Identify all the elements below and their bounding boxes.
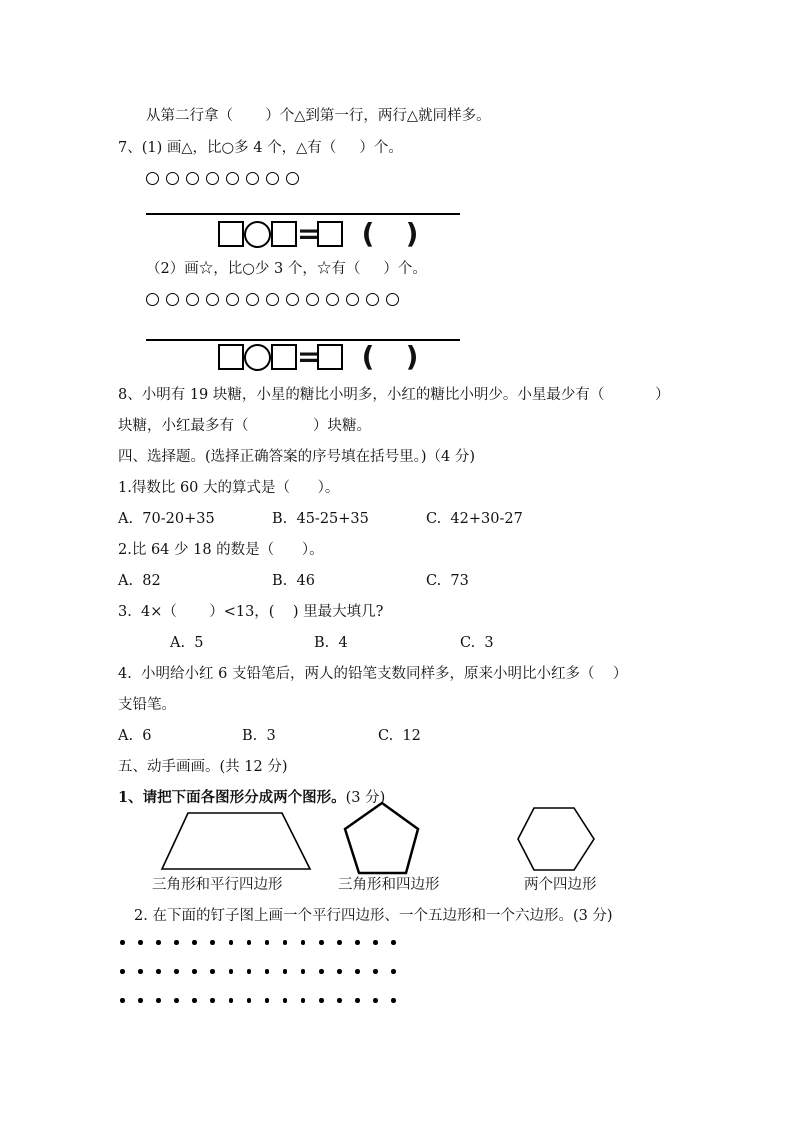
equation-box[interactable]	[218, 344, 244, 370]
s4-q4-option-c[interactable]: C. 12	[378, 728, 421, 744]
nail-dot[interactable]	[156, 969, 161, 974]
s4-q2-option-b[interactable]: B. 46	[272, 573, 315, 589]
circle-mark	[226, 172, 239, 185]
nail-dot[interactable]	[373, 940, 378, 945]
shape-label-hexagon: 两个四边形	[524, 877, 597, 893]
nail-dot[interactable]	[210, 940, 215, 945]
section5-title: 五、动手画画。(共 12 分)	[118, 759, 288, 775]
equation-box[interactable]	[218, 221, 244, 247]
nail-dot[interactable]	[337, 969, 342, 974]
paren-right: )	[405, 217, 419, 250]
nail-dot[interactable]	[391, 998, 396, 1003]
dot-row	[120, 969, 396, 974]
s4-q2-option-c[interactable]: C. 73	[426, 573, 469, 589]
equation-box[interactable]	[271, 344, 297, 370]
nail-dot[interactable]	[156, 940, 161, 945]
q6-tail-line: 从第二行拿（ ）个△到第一行，两行△就同样多。	[146, 108, 491, 124]
s4-q4-option-a[interactable]: A. 6	[118, 728, 152, 744]
s4-q4-stem-line1: 4. 小明给小红 6 支铅笔后，两人的铅笔支数同样多，原来小明比小红多（ ）	[118, 666, 628, 682]
nail-dot[interactable]	[373, 998, 378, 1003]
circle-mark	[266, 293, 279, 306]
equals-sign: =	[297, 340, 321, 373]
nail-dot[interactable]	[120, 998, 125, 1003]
nail-dot[interactable]	[192, 969, 197, 974]
nail-dot[interactable]	[319, 940, 324, 945]
nail-dot[interactable]	[319, 998, 324, 1003]
circle-mark	[386, 293, 399, 306]
nail-dot[interactable]	[355, 969, 360, 974]
circle-mark	[206, 293, 219, 306]
circle-mark	[326, 293, 339, 306]
paren-left: (	[361, 340, 375, 373]
nail-dot[interactable]	[120, 969, 125, 974]
s4-q4-stem-line2: 支铅笔。	[118, 697, 176, 713]
s4-q1-option-b[interactable]: B. 45-25+35	[272, 511, 369, 527]
s4-q3-option-a[interactable]: A. 5	[170, 635, 204, 651]
circle-mark	[166, 293, 179, 306]
nail-dot[interactable]	[265, 969, 270, 974]
s4-q2-option-a[interactable]: A. 82	[118, 573, 161, 589]
equation-box[interactable]	[271, 221, 297, 247]
nail-dot[interactable]	[210, 998, 215, 1003]
nail-dot[interactable]	[247, 969, 252, 974]
equals-sign: =	[297, 217, 321, 250]
nail-dot[interactable]	[337, 998, 342, 1003]
s4-q3-stem: 3. 4×（ ）<13，( ) 里最大填几?	[118, 604, 384, 620]
nail-dot[interactable]	[301, 940, 306, 945]
nail-dot[interactable]	[156, 998, 161, 1003]
q8-line2: 块糖，小红最多有（ ）块糖。	[118, 418, 372, 434]
nail-dot[interactable]	[174, 940, 179, 945]
operator-circle[interactable]	[244, 221, 271, 248]
nail-dot[interactable]	[391, 969, 396, 974]
nail-dot[interactable]	[391, 940, 396, 945]
nail-dot[interactable]	[138, 969, 143, 974]
circle-mark	[346, 293, 359, 306]
circle-mark	[286, 172, 299, 185]
nail-dot[interactable]	[247, 940, 252, 945]
s4-q1-option-a[interactable]: A. 70-20+35	[118, 511, 215, 527]
nail-dot[interactable]	[283, 940, 288, 945]
equation-box[interactable]	[317, 344, 343, 370]
q7-part2-circles	[146, 293, 399, 306]
nail-dot[interactable]	[283, 969, 288, 974]
operator-circle[interactable]	[244, 344, 271, 371]
equation-box[interactable]	[317, 221, 343, 247]
nail-dot[interactable]	[301, 998, 306, 1003]
s4-q3-option-c[interactable]: C. 3	[460, 635, 494, 651]
circle-mark	[226, 293, 239, 306]
nail-dot[interactable]	[319, 969, 324, 974]
nail-dot[interactable]	[337, 940, 342, 945]
circle-mark	[306, 293, 319, 306]
nail-dot[interactable]	[210, 969, 215, 974]
nail-dot[interactable]	[355, 998, 360, 1003]
paren-left: (	[361, 217, 375, 250]
paren-right: )	[405, 340, 419, 373]
hexagon-figure[interactable]	[512, 806, 602, 876]
pentagon-figure[interactable]	[340, 800, 430, 880]
nail-dot[interactable]	[229, 940, 234, 945]
s4-q1-stem: 1.得数比 60 大的算式是（ ）。	[118, 480, 340, 496]
q7-part1-drawing-line	[146, 213, 460, 215]
nail-dot[interactable]	[229, 969, 234, 974]
nail-dot[interactable]	[174, 998, 179, 1003]
circle-mark	[206, 172, 219, 185]
q7-part1-circles	[146, 172, 299, 185]
s4-q4-option-b[interactable]: B. 3	[242, 728, 276, 744]
q7-part1-equation	[218, 217, 423, 250]
shape-label-trapezoid: 三角形和平行四边形	[152, 877, 283, 893]
nail-dot[interactable]	[355, 940, 360, 945]
circle-mark	[146, 172, 159, 185]
circle-mark	[246, 172, 259, 185]
section4-title: 四、选择题。(选择正确答案的序号填在括号里。)（4 分)	[118, 449, 476, 465]
nail-dot[interactable]	[265, 940, 270, 945]
s5-q1-bold-text: 1、请把下面各图形分成两个图形。	[118, 789, 346, 806]
dot-row	[120, 998, 396, 1003]
nail-dot[interactable]	[192, 998, 197, 1003]
q7-part2-equation	[218, 340, 423, 373]
circle-mark	[246, 293, 259, 306]
q8-line1: 8、小明有 19 块糖，小星的糖比小明多，小红的糖比小明少。小星最少有（ ）	[118, 387, 670, 403]
circle-mark	[186, 293, 199, 306]
nail-dot[interactable]	[373, 969, 378, 974]
nail-dot[interactable]	[138, 998, 143, 1003]
circle-mark	[366, 293, 379, 306]
nail-dot[interactable]	[247, 998, 252, 1003]
nail-dot[interactable]	[229, 998, 234, 1003]
shape-label-pentagon: 三角形和四边形	[338, 877, 440, 893]
nail-dot[interactable]	[174, 969, 179, 974]
trapezoid-figure[interactable]	[160, 809, 310, 879]
nail-dot[interactable]	[283, 998, 288, 1003]
nail-dot[interactable]	[120, 940, 125, 945]
nail-dot[interactable]	[138, 940, 143, 945]
circle-mark	[266, 172, 279, 185]
circle-mark	[166, 172, 179, 185]
s4-q2-stem: 2.比 64 少 18 的数是（ ）。	[118, 542, 324, 558]
s4-q3-option-b[interactable]: B. 4	[314, 635, 348, 651]
circle-mark	[286, 293, 299, 306]
s5-q1-points: (3 分)	[345, 790, 386, 806]
q7-part2-text: （2）画☆，比○少 3 个，☆有（ ）个。	[146, 261, 427, 277]
nail-dot[interactable]	[192, 940, 197, 945]
circle-mark	[146, 293, 159, 306]
dot-row	[120, 940, 396, 945]
s4-q1-option-c[interactable]: C. 42+30-27	[426, 511, 523, 527]
nail-dot[interactable]	[301, 969, 306, 974]
s5-q2-text: 2. 在下面的钉子图上画一个平行四边形、一个五边形和一个六边形。(3 分)	[134, 908, 613, 924]
q7-part1-text: 7、(1) 画△，比○多 4 个，△有（ ）个。	[118, 140, 403, 156]
circle-mark	[186, 172, 199, 185]
nail-dot[interactable]	[265, 998, 270, 1003]
